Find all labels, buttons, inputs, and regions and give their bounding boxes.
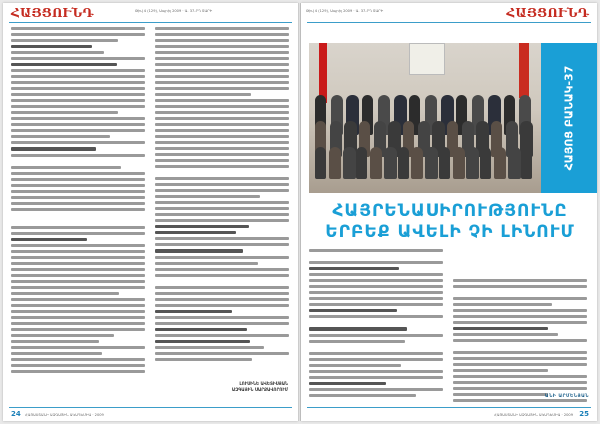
text-line bbox=[11, 238, 87, 241]
text-line bbox=[155, 310, 232, 313]
text-line bbox=[11, 286, 145, 289]
side-banner bbox=[541, 43, 597, 193]
person-figure bbox=[411, 147, 423, 179]
text-line bbox=[453, 261, 587, 264]
text-line bbox=[11, 99, 145, 102]
text-line bbox=[453, 357, 587, 360]
text-line bbox=[155, 165, 289, 168]
text-line bbox=[155, 262, 258, 265]
body-column-left-2 bbox=[155, 27, 289, 364]
text-line bbox=[11, 370, 145, 373]
text-line bbox=[11, 358, 145, 361]
text-line bbox=[11, 292, 119, 295]
text-line bbox=[11, 57, 145, 60]
text-line bbox=[11, 340, 99, 343]
article-byline: ԱՆԻ ԱՐՄԵՆՅԱՆ bbox=[544, 394, 589, 399]
person-figure bbox=[439, 147, 450, 179]
text-line bbox=[309, 309, 397, 312]
text-line bbox=[155, 268, 289, 271]
text-line bbox=[155, 219, 289, 222]
text-line bbox=[155, 39, 289, 42]
text-line bbox=[11, 45, 92, 48]
text-line bbox=[309, 340, 405, 343]
text-line bbox=[155, 231, 236, 234]
headline-line-1: ՀԱՅՐԵՆԱՍԻՐՈՒԹՅՈՒՆԸ bbox=[332, 201, 568, 221]
text-line bbox=[155, 75, 289, 78]
text-line bbox=[155, 57, 289, 60]
header-rule bbox=[9, 22, 292, 23]
text-line bbox=[453, 303, 552, 306]
text-line bbox=[155, 201, 289, 204]
text-line bbox=[11, 166, 121, 169]
text-line bbox=[11, 33, 145, 36]
text-line bbox=[453, 291, 587, 294]
flag-right bbox=[519, 43, 529, 98]
person-figure bbox=[521, 147, 532, 179]
text-line bbox=[453, 315, 587, 318]
text-line bbox=[453, 267, 587, 270]
text-line bbox=[155, 111, 289, 114]
text-line bbox=[11, 316, 145, 319]
text-line bbox=[11, 244, 145, 247]
text-line bbox=[309, 255, 443, 258]
text-line bbox=[155, 177, 289, 180]
text-line bbox=[309, 249, 443, 252]
text-line bbox=[11, 87, 145, 90]
text-line bbox=[11, 184, 145, 187]
flag-left bbox=[319, 43, 327, 103]
text-line bbox=[309, 382, 386, 385]
left-page bbox=[3, 3, 298, 421]
text-line bbox=[11, 262, 145, 265]
text-line bbox=[11, 129, 145, 132]
header-rule bbox=[307, 22, 591, 23]
text-line bbox=[155, 33, 289, 36]
text-line bbox=[453, 285, 587, 288]
text-line bbox=[453, 339, 587, 342]
text-line bbox=[11, 111, 118, 114]
text-line bbox=[309, 388, 443, 391]
footer-info: ՀԱՅԱՍՏԱՆԻ ԱԶԳԱՅԻՆ ԱԿԱԴԵՄԻԱ · 2009 bbox=[25, 413, 104, 417]
text-line bbox=[155, 81, 289, 84]
text-line bbox=[11, 214, 145, 217]
text-line bbox=[309, 279, 443, 282]
signature-name: ԼՈՒՍԻՆԵ ԱՎԵՏԻՍՅԱՆ bbox=[239, 381, 288, 386]
text-line bbox=[11, 250, 145, 253]
text-line bbox=[309, 303, 443, 306]
text-line bbox=[309, 400, 443, 403]
text-line bbox=[309, 315, 443, 318]
text-line bbox=[155, 213, 289, 216]
text-line bbox=[11, 208, 145, 211]
text-line bbox=[309, 297, 443, 300]
side-banner-text: ՀԱՅՈՑ ԲԱՆԱԿ-37 bbox=[562, 65, 576, 171]
magazine-logo: ՀԱՅՑՈՒՆԴ bbox=[11, 6, 94, 20]
person-figure bbox=[315, 147, 326, 179]
text-line bbox=[155, 298, 289, 301]
footer-info: ՀԱՅԱՍՏԱՆԻ ԱԶԳԱՅԻՆ ԱԿԱԴԵՄԻԱ · 2009 bbox=[494, 413, 573, 417]
text-line bbox=[453, 309, 587, 312]
right-page bbox=[301, 3, 597, 421]
text-line bbox=[11, 63, 117, 66]
group-photo bbox=[309, 43, 541, 193]
text-line bbox=[453, 351, 587, 354]
text-line bbox=[155, 63, 289, 66]
person-figure bbox=[384, 147, 397, 179]
text-line bbox=[309, 358, 443, 361]
text-line bbox=[453, 249, 587, 252]
text-line bbox=[309, 321, 443, 324]
wall-emblem bbox=[409, 43, 445, 75]
text-line bbox=[309, 346, 443, 349]
text-line bbox=[453, 297, 587, 300]
header-issue-info: Թիվ 4 (129), Ապրիլ 2009 · Ա. 37-ՐԴ ՏԱՐԻ bbox=[135, 9, 213, 13]
text-line bbox=[11, 232, 145, 235]
text-line bbox=[309, 364, 401, 367]
text-line bbox=[453, 255, 587, 258]
body-column-right-2 bbox=[453, 249, 587, 405]
text-line bbox=[155, 274, 289, 277]
text-line bbox=[155, 328, 247, 331]
text-line bbox=[11, 39, 118, 42]
text-line bbox=[11, 154, 145, 157]
text-line bbox=[155, 129, 289, 132]
text-line bbox=[11, 334, 114, 337]
text-line bbox=[309, 394, 416, 397]
person-figure bbox=[329, 147, 341, 179]
text-line bbox=[155, 346, 264, 349]
text-line bbox=[11, 256, 145, 259]
text-line bbox=[11, 93, 145, 96]
text-line bbox=[309, 261, 443, 264]
text-line bbox=[11, 141, 145, 144]
person-figure bbox=[453, 147, 465, 179]
text-line bbox=[453, 333, 558, 336]
text-line bbox=[309, 267, 399, 270]
text-line bbox=[453, 387, 587, 390]
text-line bbox=[155, 352, 289, 355]
signature-affiliation: ԱԶԳԱՅԻՆ ՍԱՐՔԱՎՈՐՈՒՄ bbox=[231, 386, 288, 392]
text-line bbox=[11, 322, 145, 325]
person-figure bbox=[356, 147, 367, 179]
text-line bbox=[11, 69, 145, 72]
person-figure bbox=[398, 147, 409, 179]
text-line bbox=[11, 190, 145, 193]
person-figure bbox=[466, 147, 479, 179]
text-line bbox=[11, 196, 145, 199]
text-line bbox=[11, 160, 145, 163]
person-figure bbox=[370, 147, 382, 179]
text-line bbox=[309, 352, 443, 355]
text-line bbox=[11, 310, 145, 313]
text-line bbox=[11, 364, 145, 367]
text-line bbox=[155, 304, 289, 307]
person-figure bbox=[508, 147, 521, 179]
text-line bbox=[11, 298, 145, 301]
text-line bbox=[11, 135, 110, 138]
text-line bbox=[11, 352, 102, 355]
text-line bbox=[453, 381, 587, 384]
text-line bbox=[453, 393, 548, 396]
text-line bbox=[155, 117, 289, 120]
magazine-logo: ՀԱՅՑՈՒՆԴ bbox=[506, 6, 589, 20]
text-line bbox=[453, 369, 548, 372]
text-line bbox=[155, 87, 289, 90]
text-line bbox=[155, 243, 289, 246]
text-line bbox=[155, 358, 252, 361]
text-line bbox=[309, 334, 443, 337]
text-line bbox=[453, 363, 587, 366]
text-line bbox=[309, 370, 443, 373]
text-line bbox=[155, 340, 250, 343]
text-line bbox=[155, 141, 289, 144]
person-figure bbox=[425, 147, 438, 179]
text-line bbox=[155, 292, 289, 295]
text-line bbox=[155, 207, 289, 210]
text-line bbox=[11, 328, 145, 331]
text-line bbox=[155, 249, 243, 252]
text-line bbox=[155, 225, 249, 228]
text-line bbox=[11, 346, 145, 349]
text-line bbox=[155, 123, 289, 126]
text-line bbox=[155, 195, 260, 198]
text-line bbox=[155, 51, 289, 54]
text-line bbox=[155, 316, 289, 319]
author-signature bbox=[168, 381, 288, 392]
headline-line-2: ԵՐԲԵՔ ԱՎԵԼԻ ՉԻ ԼԻՆՈՒՄ bbox=[325, 222, 575, 242]
footer-rule bbox=[307, 407, 591, 408]
text-line bbox=[155, 159, 289, 162]
text-line bbox=[453, 279, 587, 282]
text-line bbox=[155, 153, 289, 156]
text-line bbox=[155, 322, 289, 325]
header-issue-info: Թիվ 4 (129), Ապրիլ 2009 · Ա. 37-ՐԴ ՏԱՐԻ bbox=[306, 9, 384, 13]
text-line bbox=[155, 147, 289, 150]
text-line bbox=[155, 93, 251, 96]
text-line bbox=[155, 135, 289, 138]
text-line bbox=[11, 81, 145, 84]
text-line bbox=[11, 178, 145, 181]
text-line bbox=[155, 105, 289, 108]
footer-rule bbox=[9, 407, 292, 408]
text-line bbox=[11, 280, 145, 283]
text-line bbox=[453, 375, 587, 378]
page-number: 25 bbox=[579, 410, 589, 418]
body-column-left-1 bbox=[11, 27, 145, 376]
text-line bbox=[11, 172, 145, 175]
text-line bbox=[11, 105, 145, 108]
text-line bbox=[11, 147, 96, 150]
text-line bbox=[453, 327, 548, 330]
text-line bbox=[155, 256, 289, 259]
text-line bbox=[453, 399, 587, 402]
text-line bbox=[155, 99, 289, 102]
text-line bbox=[453, 273, 587, 276]
text-line bbox=[11, 274, 145, 277]
text-line bbox=[11, 117, 145, 120]
text-line bbox=[11, 226, 145, 229]
text-line bbox=[309, 285, 443, 288]
person-figure bbox=[494, 147, 506, 179]
text-line bbox=[155, 237, 289, 240]
person-figure bbox=[480, 147, 491, 179]
text-line bbox=[155, 334, 289, 337]
text-line bbox=[309, 273, 443, 276]
person-figure bbox=[343, 147, 356, 179]
text-line bbox=[11, 304, 145, 307]
text-line bbox=[155, 27, 289, 30]
body-column-right-1 bbox=[309, 249, 443, 406]
text-line bbox=[155, 280, 289, 283]
text-line bbox=[155, 45, 289, 48]
text-line bbox=[309, 327, 407, 330]
text-line bbox=[11, 75, 145, 78]
text-line bbox=[11, 51, 104, 54]
page-number: 24 bbox=[11, 410, 21, 418]
text-line bbox=[11, 268, 145, 271]
text-line bbox=[155, 286, 289, 289]
text-line bbox=[155, 171, 289, 174]
text-line bbox=[155, 189, 289, 192]
text-line bbox=[11, 220, 145, 223]
text-line bbox=[11, 123, 145, 126]
text-line bbox=[309, 376, 443, 379]
text-line bbox=[309, 291, 443, 294]
text-line bbox=[453, 321, 587, 324]
text-line bbox=[453, 345, 587, 348]
text-line bbox=[11, 27, 145, 30]
text-line bbox=[155, 183, 289, 186]
text-line bbox=[11, 202, 145, 205]
text-line bbox=[155, 69, 289, 72]
